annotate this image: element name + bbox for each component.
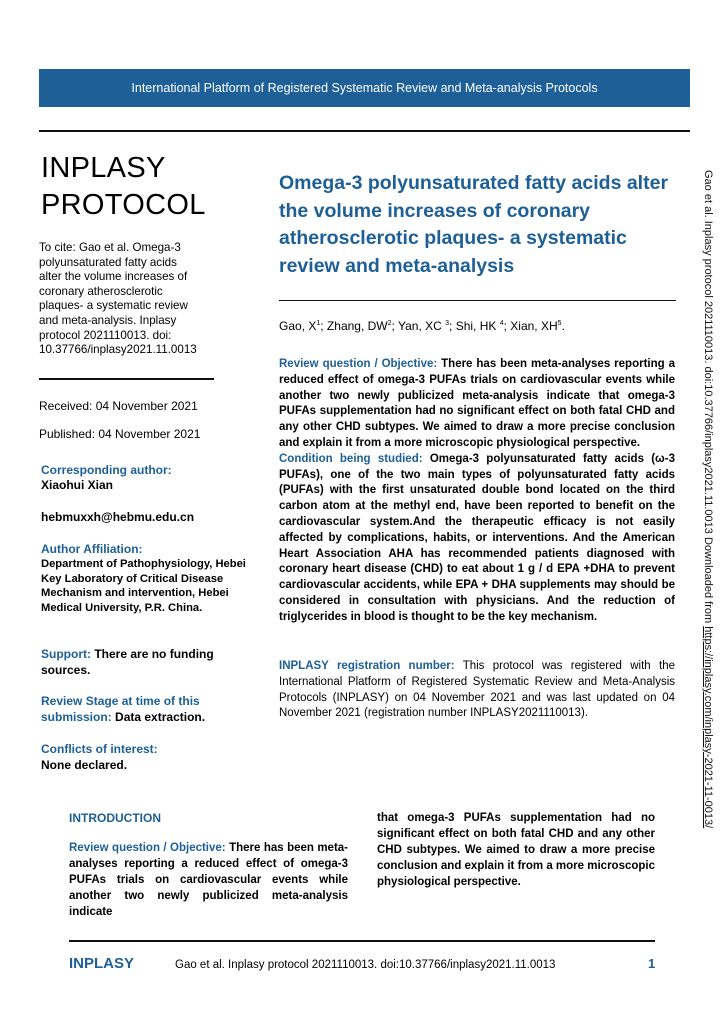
- corresponding-author-name: Xiaohui Xian: [41, 478, 114, 492]
- protocol-label-line2: PROTOCOL: [41, 189, 206, 221]
- conflicts-text: None declared.: [41, 758, 128, 772]
- page-number: 1: [648, 956, 656, 971]
- footer-divider: [69, 940, 655, 942]
- protocol-label: [41, 150, 261, 224]
- header-banner: International Platform of Registered Systematic Review and Meta-analysis Protocols: [39, 69, 690, 107]
- side-download-link[interactable]: https://inplasy.com/inplasy-2021-11-0013/: [702, 626, 714, 829]
- support-label: Support:: [41, 647, 91, 661]
- introduction-heading: INTRODUCTION: [69, 811, 161, 825]
- abstract-review-question: [279, 357, 675, 452]
- author-1-affil: 1: [316, 320, 321, 327]
- received-date: Received: 04 November 2021: [39, 399, 198, 413]
- author-5: ; Xian, XH: [503, 319, 558, 333]
- author-5-affil: 5: [557, 320, 562, 327]
- author-4: ; Shi, HK: [449, 319, 500, 333]
- registration-text: This protocol was registered with the International Platform of Registered Systematic Review and Meta-Analysis Protocols (INPLASY) on 04 November 2021 and was last updated on 04 November 2021 (registration number INPLASY2021110013).: [279, 660, 675, 720]
- protocol-label-line1: INPLASY: [41, 152, 166, 184]
- abstract: [279, 357, 675, 626]
- title-divider: [279, 300, 676, 301]
- author-list-end: .: [561, 319, 565, 333]
- corresponding-author: [41, 463, 256, 525]
- review-stage-label: Review Stage at time of this submission:: [41, 694, 200, 724]
- introduction-left-column: [69, 840, 348, 920]
- corresponding-author-label: Corresponding author:: [41, 463, 172, 477]
- abstract-condition-text: Omega-3 polyunsaturated fatty acids (ω-3 PUFAs), one of the two main types of polyunsaturated fatty acids (PUFAs) with the first unsaturated double bond located on the third carbon atom at the methyl end, have been reported to benefit on the cardiovascular system.And the therapeutic efficacy is not easily affected by complications, habits, or interventions. And the American Heart Association AHA has recommended patients diagnosed with coronary heart disease (CHD) to eat about 1 g / d EPA +DHA to prevent cardiovascular accidents, while EPA + DHA supplements may should be considered in consultation with physicians. And the reduction of triglycerides in blood is thought to be the key mechanism.: [279, 452, 675, 623]
- footer-brand: INPLASY: [69, 955, 135, 972]
- review-stage-text: Data extraction.: [115, 710, 206, 724]
- abstract-condition-label: Condition being studied:: [279, 452, 423, 465]
- footer-citation: Gao et al. Inplasy protocol 2021110013. doi:10.37766/inplasy2021.11.0013: [175, 959, 556, 971]
- top-divider: [39, 130, 690, 132]
- author-list: [279, 319, 565, 333]
- side-note-text: Gao et al. Inplasy protocol 2021110013. doi:10.37766/inplasy2021.11.0013 Downloaded from: [702, 170, 714, 627]
- support: [41, 646, 256, 678]
- introduction-left-text: There has been meta-analyses reporting a reduced effect of omega-3 PUFAs trials on cardiovascular events while another two newly publicized meta-analysis indicate: [69, 842, 349, 918]
- citation-text: To cite: Gao et al. Omega-3 polyunsaturated fatty acids alter the volume increases of coronary atherosclerotic plaques- a systematic review and meta-analysis. Inplasy protocol 2021110013. doi: 10.37766/inplasy2021.11.0013: [39, 241, 197, 357]
- conflicts-label: Conflicts of interest:: [41, 742, 158, 756]
- author-3: ; Yan, XC: [391, 319, 446, 333]
- author-2: ; Zhang, DW: [320, 319, 388, 333]
- affiliation-label: Author Affiliation:: [41, 542, 143, 556]
- corresponding-author-email[interactable]: hebmuxxh@hebmu.edu.cn: [41, 510, 195, 524]
- article-title: Omega-3 polyunsaturated fatty acids alter the volume increases of coronary atherosclerotic plaques- a systematic review and meta-analysis: [279, 172, 669, 277]
- conflicts-of-interest: [41, 741, 256, 773]
- author-affiliation: [41, 542, 256, 615]
- support-text: There are no funding sources.: [41, 647, 214, 677]
- author-1: Gao, X: [279, 319, 317, 333]
- abstract-condition: [279, 452, 675, 626]
- abstract-rq-label: Review question / Objective:: [279, 358, 438, 370]
- author-3-affil: 3: [445, 320, 450, 327]
- review-stage: [41, 693, 256, 725]
- side-download-note: [702, 170, 714, 930]
- registration-number: [279, 659, 675, 722]
- abstract-rq-text: There has been meta-analyses reporting a reduced effect of omega-3 PUFAs trials on cardiovascular events while another two newly publicized meta-analysis indicate that omega-3 PUFAs supplementation had no significant effect on both fatal CHD and any other CHD subtypes. We aimed to draw a more precise conclusion and explain it from a more microscopic physiological perspective.: [279, 358, 675, 449]
- author-4-affil: 4: [499, 320, 504, 327]
- affiliation-text: Department of Pathophysiology, Hebei Key Laboratory of Critical Disease Mechanism and intervention, Hebei Medical University, P.R. China.: [41, 558, 246, 614]
- introduction-rq-label: Review question / Objective:: [69, 842, 226, 854]
- author-2-affil: 2: [387, 320, 392, 327]
- left-divider: [39, 378, 214, 380]
- introduction-right-column: that omega-3 PUFAs supplementation had no significant effect on both fatal CHD and any other CHD subtypes. We aimed to draw a more precise conclusion and explain it from a more microscopic physiological perspective.: [377, 812, 655, 888]
- published-date: Published: 04 November 2021: [39, 427, 201, 441]
- registration-label: INPLASY registration number:: [279, 660, 455, 672]
